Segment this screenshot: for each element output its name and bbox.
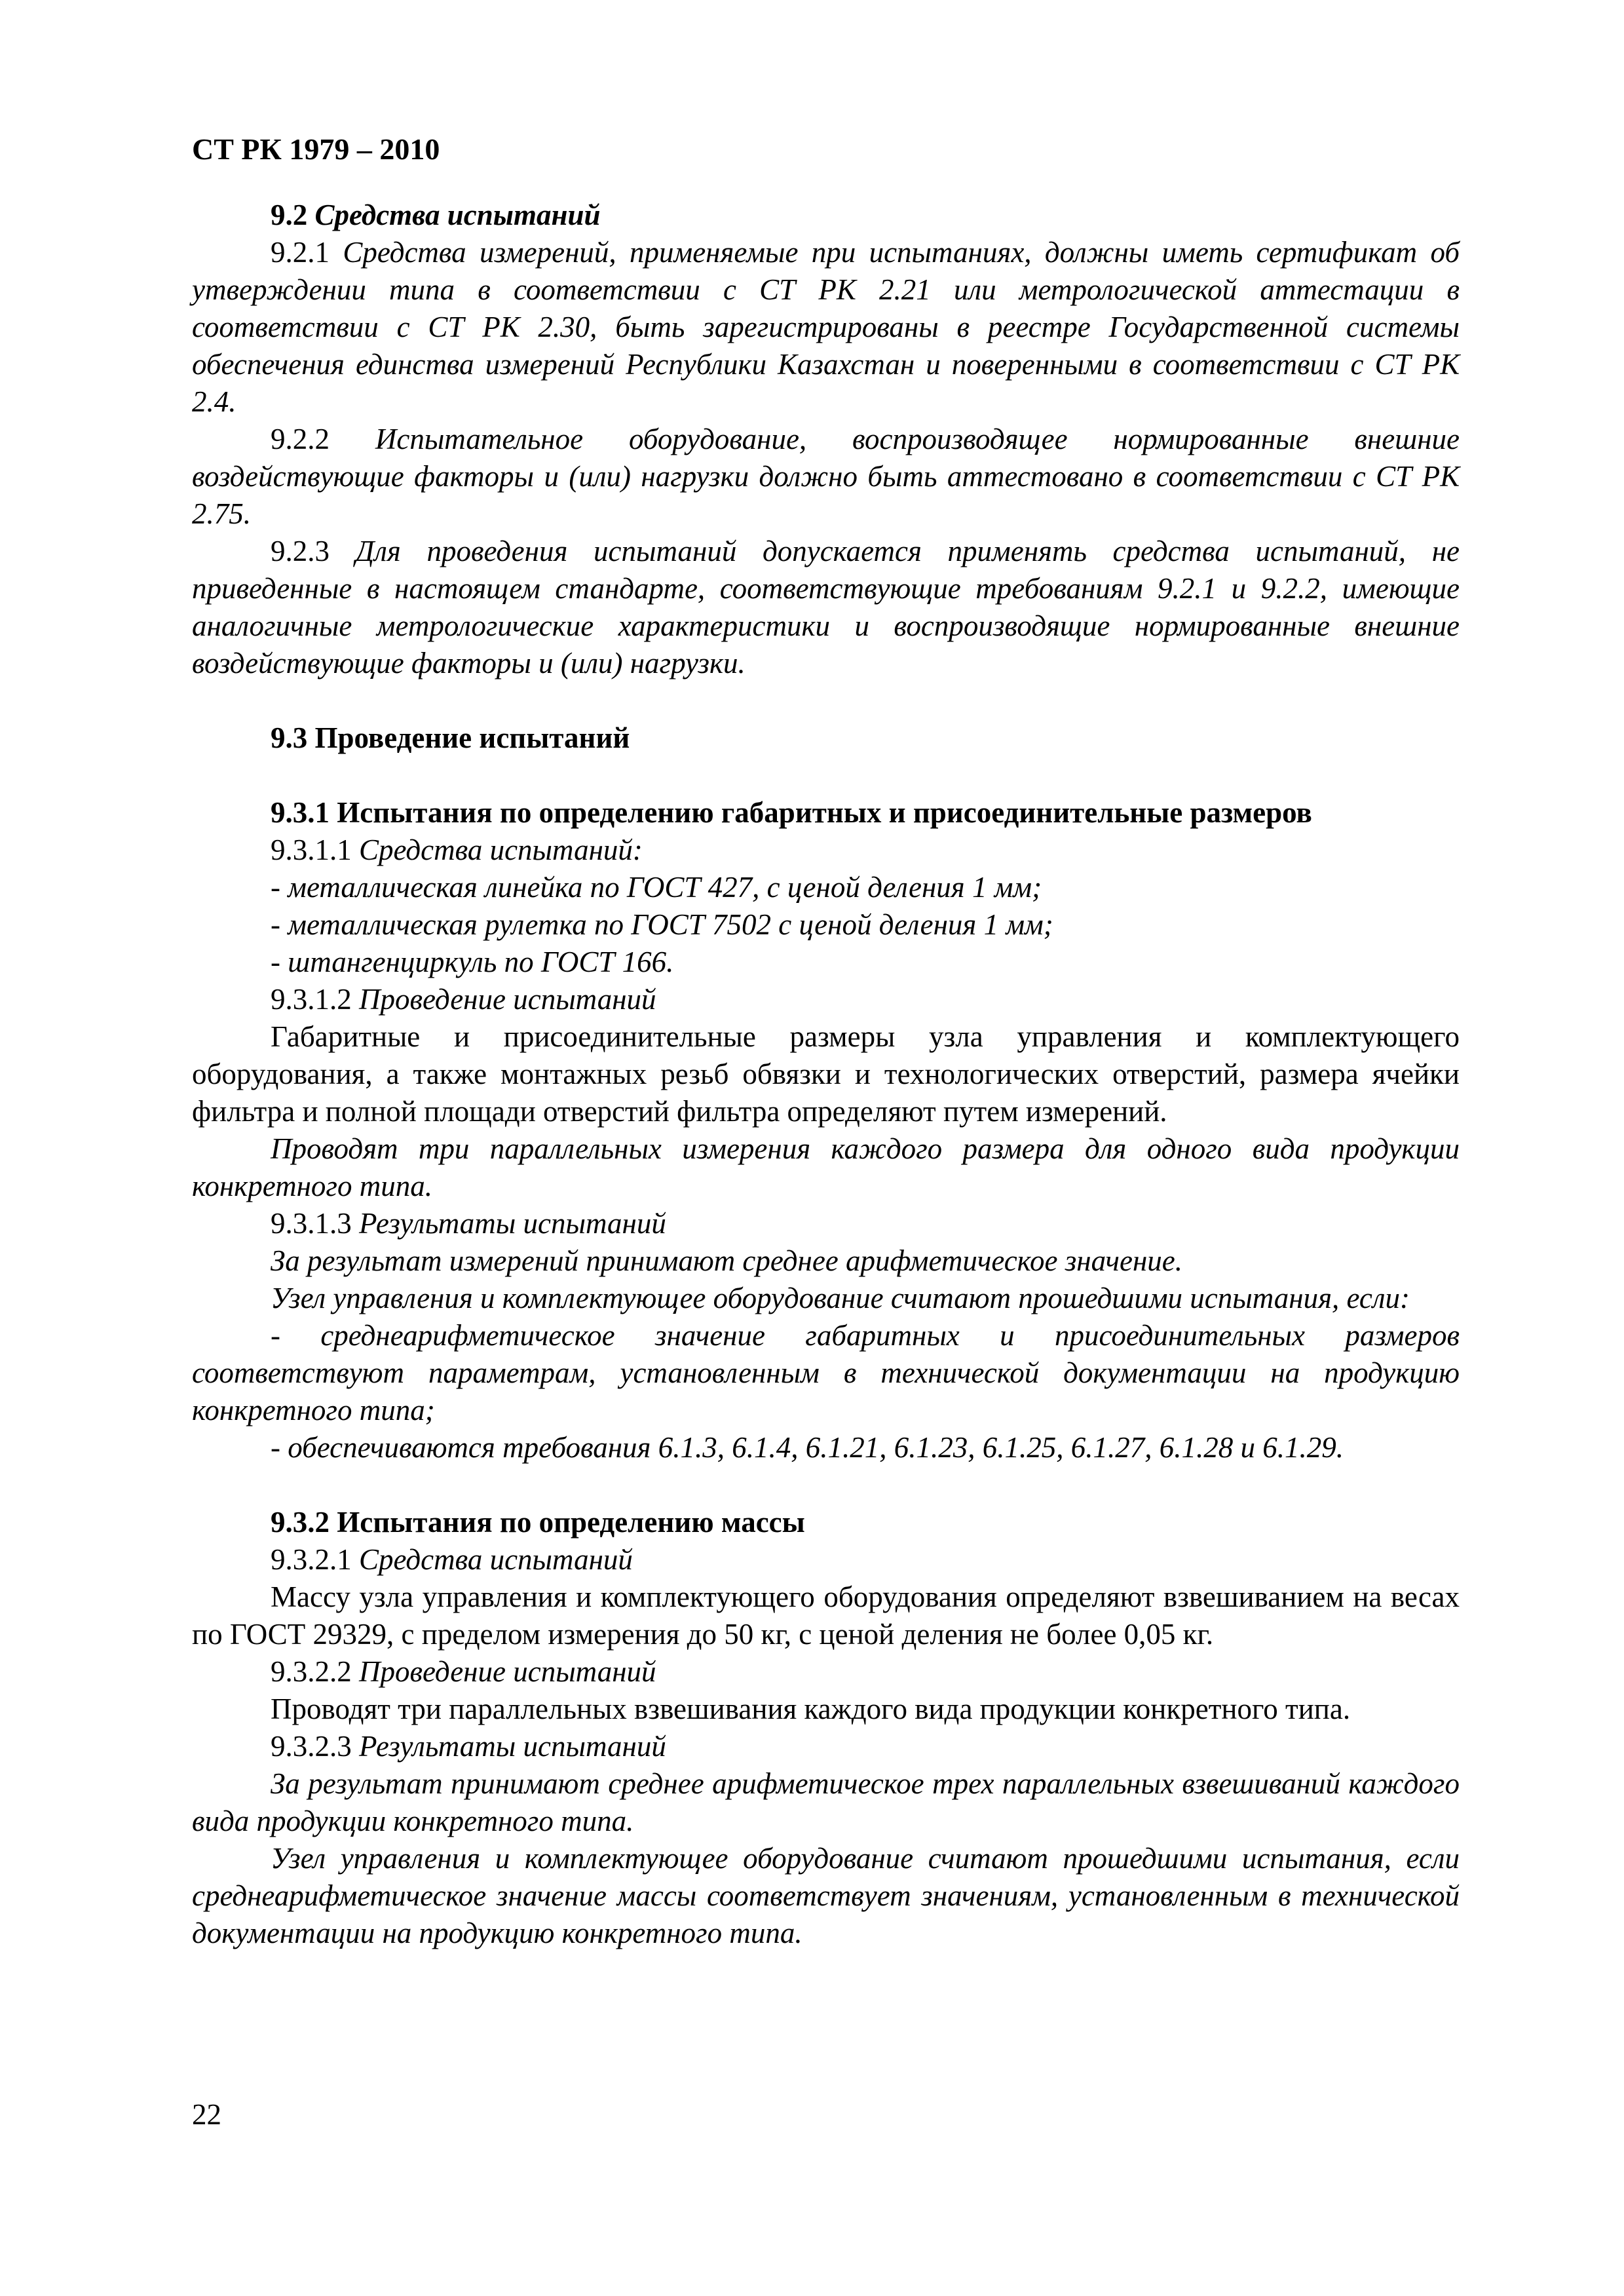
clause-9-3-1-2 bbox=[192, 981, 1460, 1018]
paragraph-9-2-2 bbox=[192, 421, 1460, 533]
clause-text: Массу узла управления и комплектующего оборудования определяют взвешиванием на весах по ГОСТ 29329, с пределом измерения до 50 кг, с ценой деления не более 0,05 кг. bbox=[192, 1580, 1460, 1651]
paragraph-number: 9.2.1 bbox=[271, 236, 330, 269]
clause-9-3-2-1 bbox=[192, 1541, 1460, 1578]
section-number: 9.2 bbox=[271, 199, 308, 231]
clause-text: Проводят три параллельных взвешивания каждого вида продукции конкретного типа. bbox=[271, 1693, 1351, 1725]
page-body bbox=[192, 197, 1460, 1952]
clause-label: Средства испытаний: bbox=[359, 833, 643, 866]
clause-text: Узел управления и комплектующее оборудование считают прошедшими испытания, если: bbox=[271, 1282, 1410, 1314]
clause-text: Габаритные и присоединительные размеры узла управления и комплектующего оборудования, а также монтажных резьб обвязки и технологических отверстий, размера ячейки фильтра и полной площади отверстий фильтра определяют путем измерений. bbox=[192, 1020, 1460, 1128]
paragraph-number: 9.2.3 bbox=[271, 535, 330, 567]
clause-label: Проведение испытаний bbox=[359, 1655, 656, 1688]
subsection-9-3-1-heading: 9.3.1 Испытания по определению габаритных и присоединительные размеров bbox=[271, 796, 1312, 829]
clause-label: Результаты испытаний bbox=[359, 1207, 666, 1240]
clause-number: 9.3.1.2 bbox=[271, 983, 352, 1016]
clause-label: Средства испытаний bbox=[359, 1543, 633, 1576]
clause-label: Результаты испытаний bbox=[359, 1730, 666, 1763]
paragraph-9-2-1 bbox=[192, 234, 1460, 421]
spacer bbox=[192, 1466, 1460, 1504]
clause-9-3-2-2 bbox=[192, 1653, 1460, 1691]
section-title: Средства испытаний bbox=[314, 199, 601, 231]
section-9-2-heading bbox=[192, 197, 1460, 234]
clause-number: 9.3.1.1 bbox=[271, 833, 352, 866]
spacer bbox=[192, 682, 1460, 719]
clause-number: 9.3.2.2 bbox=[271, 1655, 352, 1688]
clause-9-3-2-3 bbox=[192, 1728, 1460, 1765]
clause-number: 9.3.1.3 bbox=[271, 1207, 352, 1240]
clause-text: За результат измерений принимают среднее арифметическое значение. bbox=[271, 1244, 1183, 1277]
page-number: 22 bbox=[192, 2098, 221, 2131]
clause-text: Узел управления и комплектующее оборудование считают прошедшими испытания, если среднеарифметическое значение массы соответствует значениям, установленным в технической документации на продукцию конкретного типа. bbox=[192, 1842, 1460, 1949]
clause-9-3-1-1 bbox=[192, 832, 1460, 869]
clause-text: За результат принимают среднее арифметическое трех параллельных взвешиваний каждого вида продукции конкретного типа. bbox=[192, 1767, 1460, 1837]
standard-code-header: СТ РК 1979 – 2010 bbox=[192, 132, 440, 166]
clause-number: 9.3.2.1 bbox=[271, 1543, 352, 1576]
clause-9-3-1-3 bbox=[192, 1205, 1460, 1242]
clause-label: Проведение испытаний bbox=[359, 983, 656, 1016]
list-item: - металлическая линейка по ГОСТ 427, с ценой деления 1 мм; bbox=[271, 871, 1042, 904]
section-9-3-heading: 9.3 Проведение испытаний bbox=[271, 721, 630, 754]
clause-number: 9.3.2.3 bbox=[271, 1730, 352, 1763]
paragraph-number: 9.2.2 bbox=[271, 423, 330, 455]
paragraph-text: Испытательное оборудование, воспроизводящее нормированные внешние воздействующие факторы и (или) нагрузки должно быть аттестовано в соответствии с СТ РК 2.75. bbox=[192, 423, 1460, 530]
paragraph-text: Средства измерений, применяемые при испытаниях, должны иметь сертификат об утверждении типа в соответствии с СТ РК 2.21 или метрологической аттестации в соответствии с СТ РК 2.30, быть зарегистрированы в реестре Государственной системы обеспечения единства измерений Республики Казахстан и поверенными в соответствии с СТ РК 2.4. bbox=[192, 236, 1460, 418]
list-item: - обеспечиваются требования 6.1.3, 6.1.4, 6.1.21, 6.1.23, 6.1.25, 6.1.27, 6.1.28 и 6.1.29. bbox=[271, 1431, 1344, 1464]
paragraph-9-2-3 bbox=[192, 533, 1460, 682]
clause-text: Проводят три параллельных измерения каждого размера для одного вида продукции конкретного типа. bbox=[192, 1132, 1460, 1202]
list-item: - металлическая рулетка по ГОСТ 7502 с ценой деления 1 мм; bbox=[271, 908, 1053, 941]
list-item: - штангенциркуль по ГОСТ 166. bbox=[271, 946, 674, 978]
spacer bbox=[192, 757, 1460, 794]
subsection-9-3-2-heading: 9.3.2 Испытания по определению массы bbox=[271, 1506, 805, 1539]
paragraph-text: Для проведения испытаний допускается применять средства испытаний, не приведенные в настоящем стандарте, соответствующие требованиям 9.2.1 и 9.2.2, имеющие аналогичные метрологические характеристики и воспроизводящие нормированные внешние воздействующие факторы и (или) нагрузки. bbox=[192, 535, 1460, 679]
list-item: - среднеарифметическое значение габаритных и присоединительных размеров соответствуют параметрам, установленным в технической документации на продукцию конкретного типа; bbox=[192, 1319, 1460, 1426]
